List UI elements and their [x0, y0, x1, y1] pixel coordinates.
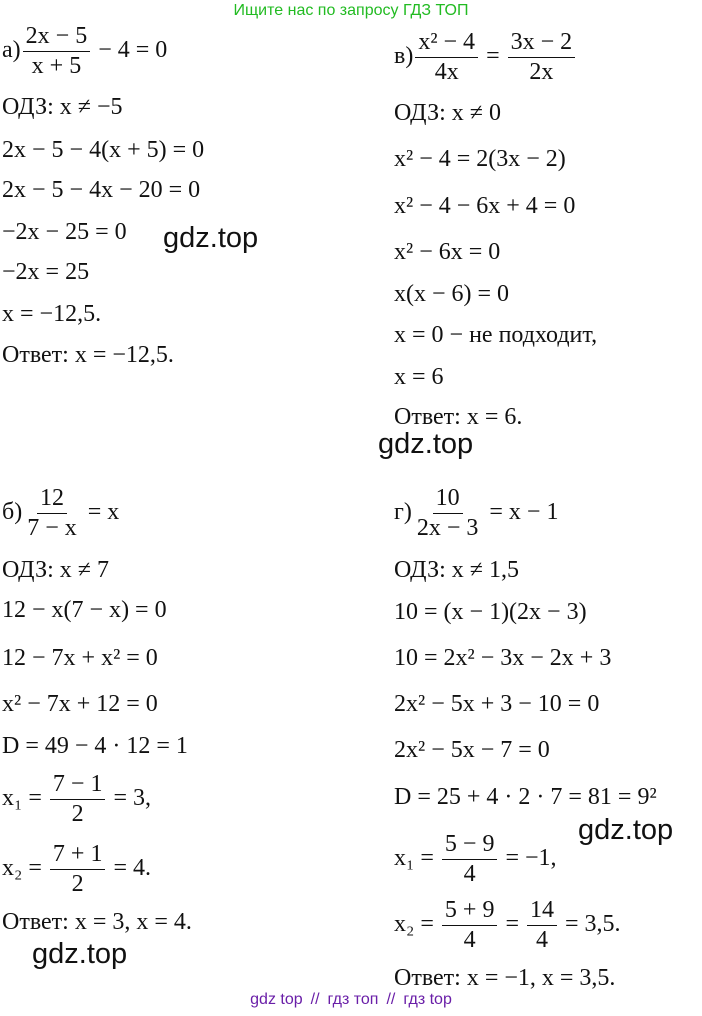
- problem-g-step-1: ОДЗ: x ≠ 1,5: [394, 557, 519, 583]
- fraction-numerator: 7 + 1: [50, 842, 106, 870]
- fraction-numerator: 10: [433, 486, 463, 514]
- fraction-denominator: x + 5: [31, 53, 82, 80]
- equals-sign: =: [499, 911, 525, 938]
- fraction-numerator: 2x − 5: [23, 24, 91, 52]
- problem-a-answer: Ответ: x = −12,5.: [2, 342, 174, 368]
- watermark: gdz.top: [578, 814, 674, 846]
- problem-v-step-6: x = 0 − не подходит,: [394, 322, 598, 348]
- fraction-denominator: 4x: [434, 59, 459, 86]
- problem-a-step-3: 2x − 5 − 4x − 20 = 0: [2, 177, 201, 203]
- problem-v-equation: в) $\frac{\text{x² − 4}}{4x}$ = $\frac{3x - 2}{2x}$: [394, 30, 577, 85]
- problem-v-step-5: x(x − 6) = 0: [394, 281, 510, 307]
- footer: [0, 991, 702, 1009]
- fraction: [442, 898, 498, 953]
- problem-g-answer: Ответ: x = −1, x = 3,5.: [394, 965, 616, 991]
- equation-rest: = x − 1: [483, 499, 559, 526]
- fraction-numerator: x² − 4: [415, 30, 478, 58]
- root-value: = 3,5.: [559, 911, 621, 938]
- fraction: [50, 842, 106, 897]
- problem-g-x2: [394, 898, 621, 953]
- fraction-denominator: 2: [71, 801, 84, 828]
- problem-a-step-5: −2x = 25: [2, 259, 90, 285]
- watermark: gdz.top: [32, 938, 128, 970]
- problem-b-step-5: D = 49 − 4 · 12 = 1: [2, 733, 188, 759]
- problem-g-step-5: 2x² − 5x − 7 = 0: [394, 737, 550, 763]
- root-lhs: x₂ =: [2, 855, 48, 882]
- fraction: [527, 898, 557, 953]
- fraction: [442, 832, 498, 887]
- fraction: [50, 772, 106, 827]
- problem-v-step-2: x² − 4 = 2(3x − 2): [394, 146, 566, 172]
- problem-g-step-2: 10 = (x − 1)(2x − 3): [394, 599, 587, 625]
- problem-v-answer: Ответ: x = 6.: [394, 404, 523, 430]
- root-lhs: x₂ =: [394, 911, 440, 938]
- problem-g-step-6: D = 25 + 4 · 2 · 7 = 81 = 9²: [394, 784, 657, 810]
- problem-b-x2: [2, 842, 151, 897]
- problem-v-step-1: ОДЗ: x ≠ 0: [394, 100, 501, 126]
- problem-b-label: б): [2, 499, 23, 526]
- root-value: = −1,: [499, 845, 557, 872]
- root-value: = 4.: [107, 855, 151, 882]
- fraction-denominator: 4: [536, 927, 548, 954]
- problem-g-x1: [394, 832, 557, 887]
- header-banner: Ищите нас по запросу ГДЗ ТОП: [233, 2, 469, 19]
- fraction-numerator: 7 − 1: [50, 772, 106, 800]
- root-lhs: x₁ =: [2, 785, 48, 812]
- root-lhs: x₁ =: [394, 845, 440, 872]
- problem-a-step-6: x = −12,5.: [2, 301, 102, 327]
- problem-b-x1: [2, 772, 151, 827]
- problem-a-equation: [2, 24, 167, 79]
- footer-link[interactable]: gdz top: [250, 991, 303, 1008]
- fraction-numerator: 14: [527, 898, 557, 926]
- equation-rest: = x: [81, 499, 120, 526]
- fraction-denominator: 4: [463, 927, 476, 954]
- fraction: [508, 30, 576, 85]
- problem-v-step-3: x² − 4 − 6x + 4 = 0: [394, 193, 576, 219]
- fraction-denominator: 4: [463, 861, 476, 888]
- problem-b-step-2: 12 − x(7 − x) = 0: [2, 597, 167, 623]
- fraction: [24, 486, 80, 541]
- fraction: [414, 486, 482, 541]
- problem-b-step-1: ОДЗ: x ≠ 7: [2, 557, 109, 583]
- problem-a-step-4: −2x − 25 = 0: [2, 219, 127, 245]
- problem-a-step-1: ОДЗ: x ≠ −5: [2, 94, 123, 120]
- watermark: gdz.top: [163, 222, 259, 254]
- footer-separator: //: [310, 991, 320, 1008]
- problem-g-step-4: 2x² − 5x + 3 − 10 = 0: [394, 691, 600, 717]
- fraction: [23, 24, 91, 79]
- problem-g-equation: [394, 486, 558, 541]
- problem-b-step-3: 12 − 7x + x² = 0: [2, 645, 158, 671]
- footer-separator: //: [386, 991, 396, 1008]
- problem-v-step-4: x² − 6x = 0: [394, 239, 501, 265]
- fraction-numerator: 12: [37, 486, 67, 514]
- problem-v-label: в): [394, 43, 414, 70]
- fraction-denominator: 7 − x: [27, 515, 77, 542]
- problem-a-step-2: 2x − 5 − 4(x + 5) = 0: [2, 137, 205, 163]
- fraction: [415, 30, 478, 85]
- problem-v-step-7: x = 6: [394, 364, 444, 390]
- fraction-denominator: 2x − 3: [416, 515, 479, 542]
- fraction-numerator: 5 − 9: [442, 832, 498, 860]
- fraction-numerator: 5 + 9: [442, 898, 498, 926]
- problem-g-label: г): [394, 499, 412, 526]
- problem-g-step-3: 10 = 2x² − 3x − 2x + 3: [394, 645, 612, 671]
- root-value: = 3,: [107, 785, 151, 812]
- footer-link[interactable]: гдз топ: [327, 991, 379, 1008]
- footer-link[interactable]: гдз top: [403, 991, 452, 1008]
- problem-b-step-4: x² − 7x + 12 = 0: [2, 691, 158, 717]
- fraction-denominator: 2x: [529, 59, 554, 86]
- equation-rest: − 4 = 0: [92, 37, 168, 64]
- problem-b-answer: Ответ: x = 3, x = 4.: [2, 909, 192, 935]
- watermark: gdz.top: [378, 428, 474, 460]
- problem-b-equation: [2, 486, 119, 541]
- fraction-numerator: 3x − 2: [508, 30, 576, 58]
- fraction-denominator: 2: [71, 871, 84, 898]
- problem-a-label: а): [2, 37, 21, 64]
